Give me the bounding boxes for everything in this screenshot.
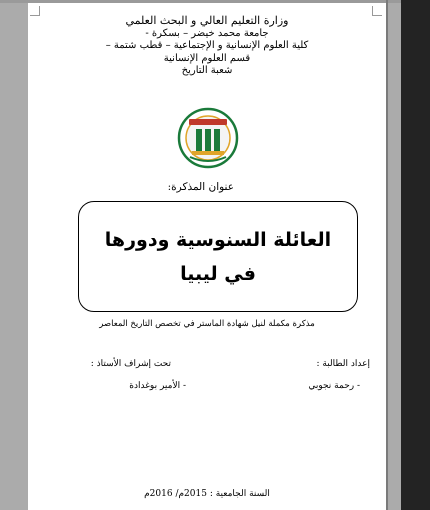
institution-header bbox=[28, 15, 386, 78]
header-line-department: قسم العلوم الإنسانية bbox=[163, 52, 251, 64]
supervisor-label: تحت إشراف الأستاذ : bbox=[90, 359, 171, 369]
thesis-subtitle: مذكرة مكملة لنيل شهادة الماستر في تخصص التاريخ المعاصر bbox=[99, 319, 315, 329]
student-name: - رحمة نجوبي bbox=[308, 381, 360, 391]
header-line-ministry: وزارة التعليم العالي و البحث العلمي bbox=[125, 14, 289, 27]
university-logo bbox=[176, 107, 240, 169]
thesis-title-label: عنوان المذكرة: bbox=[167, 181, 234, 193]
side-dark-panel bbox=[401, 0, 430, 510]
header-line-branch: شعبة التاريخ bbox=[181, 65, 233, 77]
academic-year: السنة الجامعية : 2015م/ 2016م bbox=[144, 489, 270, 499]
page-corner-mark-right bbox=[372, 6, 382, 16]
thesis-title: العائلة السنوسية ودورها في ليبيا bbox=[104, 228, 332, 285]
header-line-university: جامعة محمد خيضر – بسكرة - bbox=[145, 27, 269, 39]
header-line-faculty: كلية العلوم الإنسانية و الإجتماعية – قطب شتمة – bbox=[105, 40, 309, 52]
prepared-by-label: إعداد الطالبة : bbox=[316, 359, 370, 369]
page-edge-line bbox=[386, 0, 388, 510]
supervisor-name: - الأمير بوغدادة bbox=[129, 381, 186, 391]
thesis-title-box bbox=[78, 201, 358, 312]
document-page bbox=[28, 3, 386, 510]
page-corner-mark-left bbox=[30, 6, 40, 16]
